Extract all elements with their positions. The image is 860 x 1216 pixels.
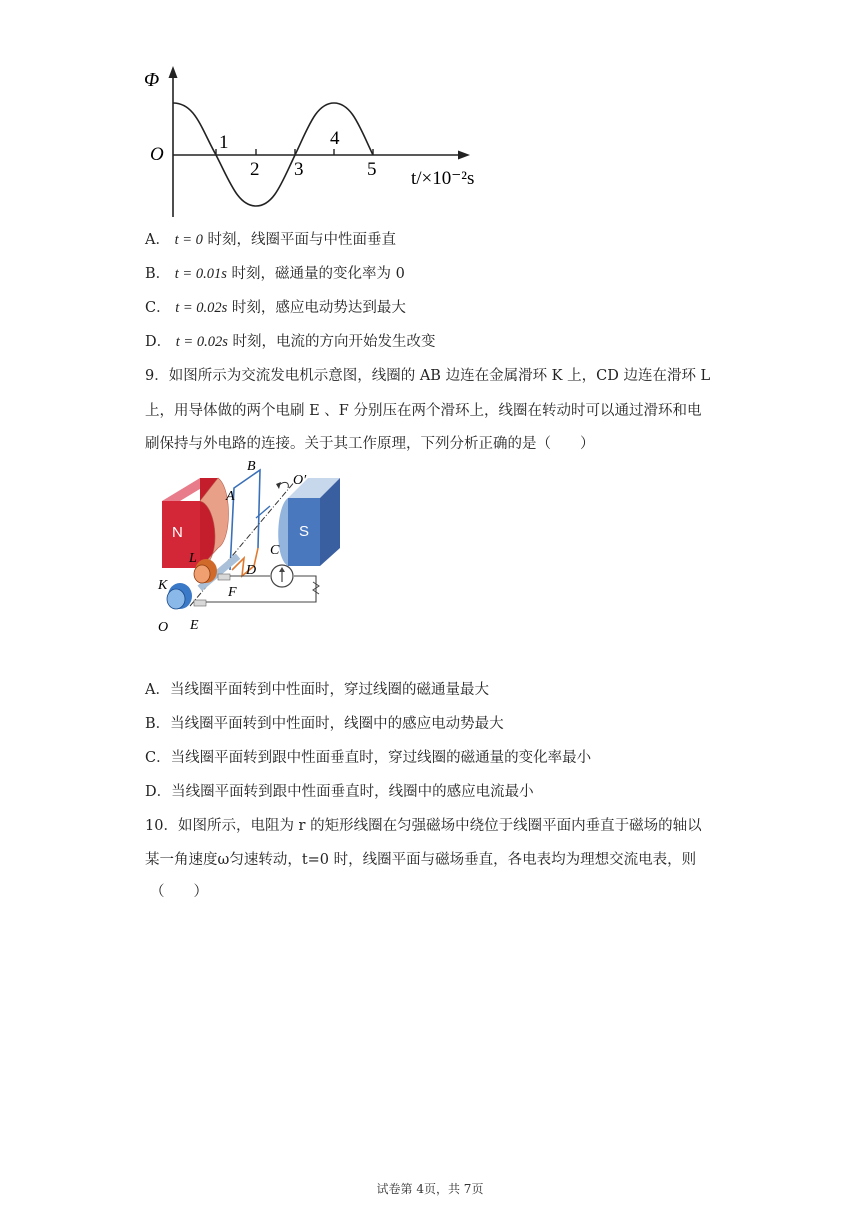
flux-time-graph xyxy=(140,60,500,225)
s-label: S xyxy=(299,523,310,540)
option-math: t = 0.01s xyxy=(174,266,227,282)
option-text: 时刻，磁通量的变化率为 0 xyxy=(231,266,405,282)
label-a: A xyxy=(226,489,235,504)
label-o: O xyxy=(158,620,169,635)
label-o-prime: O′ xyxy=(293,473,307,488)
q9-option-d: D．当线圈平面转到跟中性面垂直时，线圈中的感应电流最小 xyxy=(145,784,534,800)
s-pole-face xyxy=(278,498,288,566)
q8-option-a xyxy=(145,230,396,250)
tick-label-3: 3 xyxy=(294,159,304,180)
q9-stem-line-1: 9．如图所示为交流发电机示意图，线圈的 AB 边连在金属滑环 K 上，CD 边连在滑环 L xyxy=(145,368,711,384)
option-letter: A． xyxy=(145,232,170,248)
label-c: C xyxy=(270,543,280,558)
coil-lead xyxy=(256,506,270,518)
q9-option-b: B．当线圈平面转到中性面时，线圈中的感应电动势最大 xyxy=(145,716,504,732)
wire-break xyxy=(313,582,319,594)
tick-label-2: 2 xyxy=(250,159,260,180)
option-letter: D． xyxy=(145,334,172,350)
brush-e xyxy=(194,600,206,606)
tick-label-1: 1 xyxy=(219,132,229,153)
option-text: 时刻，电流的方向开始发生改变 xyxy=(232,334,436,350)
label-e: E xyxy=(190,618,199,633)
q9-stem-line-2: 上，用导体做的两个电刷 E 、F 分别压在两个滑环上，线圈在转动时可以通过滑环和电 xyxy=(145,403,702,419)
x-axis-arrow xyxy=(458,151,470,160)
tick-label-5: 5 xyxy=(367,159,377,180)
slip-ring-l-face xyxy=(194,565,210,583)
q8-option-b xyxy=(145,264,405,284)
page-footer: 试卷第 4页，共 7页 xyxy=(376,1182,484,1196)
x-axis-label: t/×10⁻²s xyxy=(411,168,475,189)
q8-option-c xyxy=(145,298,406,318)
rotation-arrow-head xyxy=(276,482,281,489)
tick-label-4: 4 xyxy=(330,128,340,149)
label-b: B xyxy=(247,459,256,474)
brush-f xyxy=(218,574,230,580)
y-axis-arrow xyxy=(169,66,178,78)
slip-ring-k-face xyxy=(167,589,185,609)
ac-generator-figure xyxy=(150,458,340,638)
q9-stem-line-3: 刷保持与外电路的连接。关于其工作原理，下列分析正确的是（ ） xyxy=(145,436,595,452)
option-math: t = 0.02s xyxy=(175,334,228,350)
origin-label: O xyxy=(150,144,164,165)
y-axis-label: Φ xyxy=(144,69,160,91)
q10-stem-line-2: 某一角速度ω匀速转动，t=0 时，线圈平面与磁场垂直，各电表均为理想交流电表，则 xyxy=(145,852,697,868)
option-math: t = 0 xyxy=(174,232,203,248)
q10-stem-line-1: 10．如图所示，电阻为 r 的矩形线圈在匀强磁场中绕位于线圈平面内垂直于磁场的轴以 xyxy=(145,818,702,834)
q8-option-d xyxy=(145,332,435,352)
option-text: 时刻，线圈平面与中性面垂直 xyxy=(207,232,397,248)
option-text: 时刻，感应电动势达到最大 xyxy=(231,300,406,316)
option-math: t = 0.02s xyxy=(175,300,228,316)
label-k: K xyxy=(158,578,168,593)
n-label: N xyxy=(172,524,183,541)
q10-stem-line-3: （ ） xyxy=(150,884,208,900)
label-f: F xyxy=(228,585,237,600)
option-letter: B． xyxy=(145,266,171,282)
label-l: L xyxy=(189,551,197,566)
q9-option-c: C．当线圈平面转到跟中性面垂直时，穿过线圈的磁通量的变化率最小 xyxy=(145,750,592,766)
option-letter: C． xyxy=(145,300,171,316)
q9-option-a: A．当线圈平面转到中性面时，穿过线圈的磁通量最大 xyxy=(145,682,489,698)
label-d: D xyxy=(246,563,257,578)
